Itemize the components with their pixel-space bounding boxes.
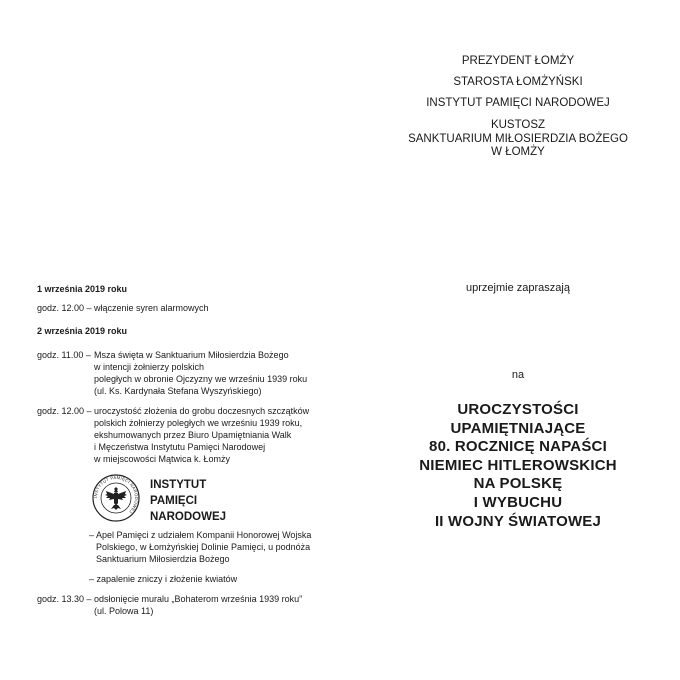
invitation-text: uprzejmie zapraszają — [466, 282, 570, 294]
day2-e2-time: godz. 12.00 – — [37, 406, 92, 416]
ipn-wordmark-line: PAMIĘCI — [150, 495, 198, 507]
title-line: UROCZYSTOŚCI — [457, 401, 579, 418]
day1-e1-text: włączenie syren alarmowych — [94, 303, 209, 313]
organizer-mayor: PREZYDENT ŁOMŻY — [461, 55, 575, 67]
day1-e1-time: godz. 12.00 – — [37, 303, 92, 313]
ipn-eagle-logo-icon — [92, 474, 140, 522]
day2-e1-line: Msza święta w Sanktuarium Miłosierdzia Bożego — [94, 350, 289, 360]
organizer-city: W ŁOMŻY — [491, 146, 545, 158]
day2-e3-line: odsłonięcie muralu „Bohaterom września 1939 roku” — [94, 594, 303, 604]
day2-sub2: – zapalenie zniczy i złożenie kwiatów — [89, 574, 238, 584]
organizer-sanctuary: SANKTUARIUM MIŁOSIERDZIA BOŻEGO — [408, 133, 628, 145]
day2-e1-line: poległych w obronie Ojczyzny we wrześniu 1939 roku — [94, 374, 308, 384]
day2-e2-line: w miejscowości Mątwica k. Łomży — [94, 454, 231, 464]
day2-sub1-line: – Apel Pamięci z udziałem Kompanii Honorowej Wojska — [89, 530, 312, 540]
day2-e2-line: polskich żołnierzy poległych we wrześniu 1939 roku, — [94, 418, 303, 428]
title-line: NIEMIEC HITLEROWSKICH — [419, 456, 617, 474]
ipn-wordmark-line: NARODOWEJ — [150, 511, 227, 523]
day1-date: 1 września 2019 roku — [37, 284, 128, 294]
day2-e3-time: godz. 13.30 – — [37, 594, 92, 604]
day2-e2-line: ekshumowanych przez Biuro Upamiętniania Walk — [94, 430, 292, 440]
day2-e2-line: i Męczeństwa Instytutu Pamięci Narodowej — [94, 442, 266, 452]
title-line: 80. ROCZNICĘ NAPAŚCI — [429, 438, 607, 456]
title-line: I WYBUCHU — [473, 493, 563, 511]
organizer-starost: STAROSTA ŁOMŻYŃSKI — [453, 76, 583, 88]
organizer-custodian: KUSTOSZ — [490, 119, 546, 131]
ipn-wordmark-line: INSTYTUT — [150, 479, 207, 491]
day2-e1-line: w intencji żołnierzy polskich — [94, 362, 205, 372]
svg-text:INSTYTUT PAMIĘCI NARODOWEJ: INSTYTUT PAMIĘCI NARODOWEJ — [92, 474, 140, 515]
na-text: na — [511, 369, 525, 381]
ipn-wordmark — [150, 477, 226, 525]
day2-e3-line: (ul. Polowa 11) — [94, 606, 154, 616]
organizer-ipn: INSTYTUT PAMIĘCI NARODOWEJ — [426, 97, 610, 109]
day2-sub1-line: Polskiego, w Łomżyńskiej Dolinie Pamięci, u podnóża — [96, 542, 311, 552]
title-line: UPAMIĘTNIAJĄCE — [450, 419, 586, 437]
day2-sub1-line: Sanktuarium Miłosierdzia Bożego — [96, 554, 230, 564]
title-line: NA POLSKĘ — [473, 475, 563, 493]
title-line: II WOJNY ŚWIATOWEJ — [434, 512, 602, 530]
day2-e1-time: godz. 11.00 – — [37, 350, 91, 360]
event-title — [378, 401, 658, 531]
day2-date: 2 września 2019 roku — [37, 326, 128, 336]
day2-e2-line: uroczystość złożenia do grobu doczesnych szczątków — [94, 406, 310, 416]
day2-e1-line: (ul. Ks. Kardynała Stefana Wyszyńskiego) — [94, 386, 262, 396]
